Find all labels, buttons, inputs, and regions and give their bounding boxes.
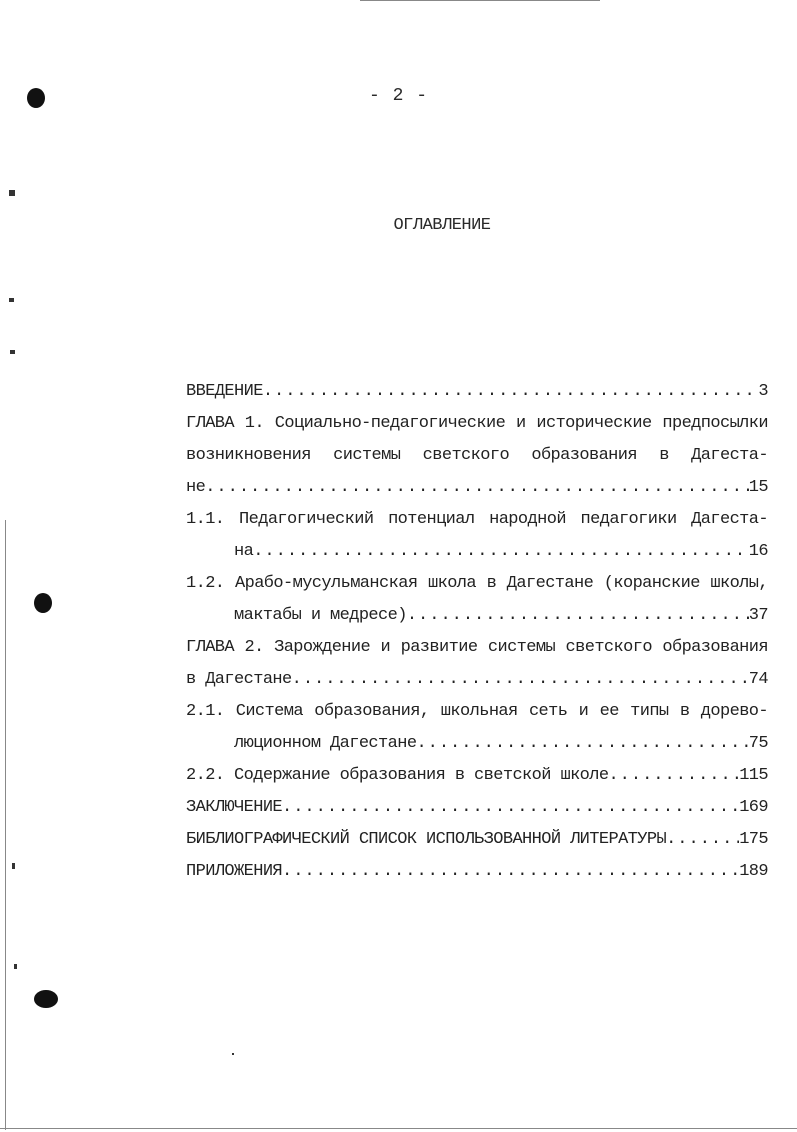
toc-entry-title-line: 1.1. Педагогический потенциал народной педагогики Дагеста-: [186, 510, 768, 529]
toc-entry-page: 15: [748, 478, 768, 497]
dot-leader: [407, 600, 749, 632]
toc-entry-section-1-1: [186, 504, 768, 568]
toc-entry-title-line: люционном Дагестане: [234, 734, 417, 753]
scan-edge-line: [360, 0, 600, 1]
dot-leader: [292, 664, 749, 696]
toc-entry-title-line: в Дагестане: [186, 670, 292, 689]
scan-speck: [14, 964, 17, 969]
toc-entry-page: 169: [739, 798, 768, 817]
toc-entry-title-line: ГЛАВА 1. Социально-педагогические и исторические предпосылки: [186, 414, 768, 433]
toc-entry-title-line: мактабы и медресе): [234, 606, 407, 625]
toc-entry-last-line: [186, 728, 768, 760]
scan-speck: [232, 1053, 234, 1055]
scan-speck: [12, 863, 15, 869]
dot-leader: [282, 792, 739, 824]
toc-entry-title-line: не: [186, 478, 206, 497]
scan-edge-line: [0, 1128, 797, 1129]
toc-entry-last-line: [186, 600, 768, 632]
toc-entry-last-line: [186, 536, 768, 568]
scan-blot: [34, 593, 52, 613]
toc-entry-page: 74: [748, 670, 768, 689]
scan-speck: [9, 190, 15, 196]
toc-entry-title-line: на: [234, 542, 254, 561]
toc-entry-title-line: возникновения системы светского образования в Дагеста-: [186, 446, 768, 465]
toc-entry-title: 2.2. Содержание образования в светской школе: [186, 766, 609, 785]
toc-entry-page: 37: [748, 606, 768, 625]
table-of-contents: [186, 376, 768, 888]
toc-entry-title-line: 1.2. Арабо-мусульманская школа в Дагестане (коранские школы,: [186, 574, 768, 593]
toc-entry-intro: [186, 376, 768, 408]
toc-entry-title: БИБЛИОГРАФИЧЕСКИЙ СПИСОК ИСПОЛЬЗОВАННОЙ ЛИТЕРАТУРЫ: [186, 830, 667, 849]
scan-edge-line: [5, 520, 6, 1130]
toc-entry-section-1-2: [186, 568, 768, 632]
toc-heading: ОГЛАВЛЕНИЕ: [393, 216, 491, 235]
dot-leader: [666, 824, 739, 856]
toc-entry-conclusion: [186, 792, 768, 824]
toc-entry-page: 75: [748, 734, 768, 753]
toc-entry-bibliography: [186, 824, 768, 856]
toc-entry-page: 16: [748, 542, 768, 561]
toc-entry-page: 3: [758, 382, 768, 401]
dot-leader: [205, 472, 749, 504]
toc-entry-chapter-1: [186, 408, 768, 504]
toc-entry-page: 175: [739, 830, 768, 849]
toc-entry-page: 189: [739, 862, 768, 881]
dot-leader: [282, 856, 739, 888]
toc-entry-title: ЗАКЛЮЧЕНИЕ: [186, 798, 283, 817]
toc-entry-title: ПРИЛОЖЕНИЯ: [186, 862, 283, 881]
scan-speck: [9, 298, 14, 302]
dot-leader: [263, 376, 759, 408]
toc-entry-chapter-2: [186, 632, 768, 696]
toc-entry-section-2-2: [186, 760, 768, 792]
toc-entry-title: ВВЕДЕНИЕ: [186, 382, 263, 401]
dot-leader: [253, 536, 749, 568]
toc-entry-appendices: [186, 856, 768, 888]
dot-leader: [416, 728, 748, 760]
dot-leader: [608, 760, 739, 792]
toc-entry-section-2-1: [186, 696, 768, 760]
toc-entry-last-line: [186, 664, 768, 696]
toc-entry-page: 115: [739, 766, 768, 785]
scan-speck: [10, 350, 15, 354]
scan-blot: [34, 990, 58, 1008]
toc-entry-last-line: [186, 472, 768, 504]
toc-entry-title-line: 2.1. Система образования, школьная сеть и ее типы в дорево-: [186, 702, 768, 721]
toc-entry-title-line: ГЛАВА 2. Зарождение и развитие системы светского образования: [186, 638, 768, 657]
page-number: - 2 -: [368, 86, 428, 106]
